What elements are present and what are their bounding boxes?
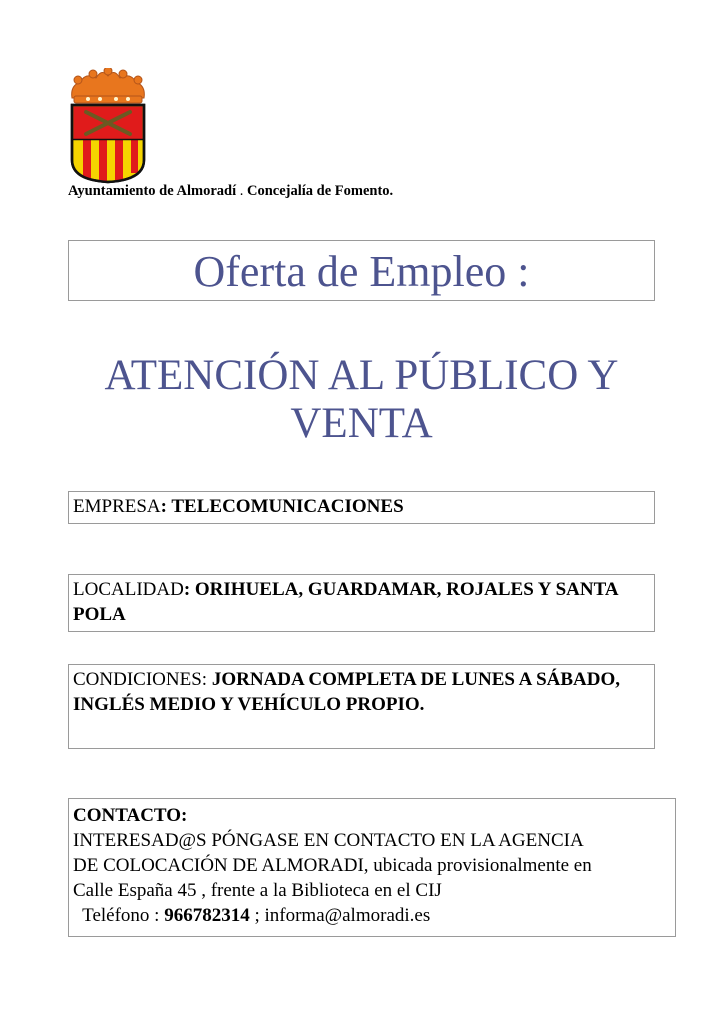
empresa-label: EMPRESA <box>73 496 161 517</box>
contact-box <box>68 798 676 937</box>
headline-line-2: VENTA <box>290 400 433 447</box>
phone-label: Teléfono : <box>82 905 165 926</box>
contact-line-2: DE COLOCACIÓN DE ALMORADI, ubicada provisionalmente en <box>73 855 592 876</box>
title-box <box>68 240 655 301</box>
organization-name: Ayuntamiento de Almoradí <box>68 183 237 199</box>
contact-line-1: INTERESAD@S PÓNGASE EN CONTACTO EN LA AGENCIA <box>73 830 584 851</box>
condiciones-label: CONDICIONES: <box>73 669 212 690</box>
localidad-label: LOCALIDAD <box>73 579 184 600</box>
header-organization-line <box>68 183 393 200</box>
condiciones-value: JORNADA COMPLETA DE LUNES A SÁBADO, INGLÉS MEDIO Y VEHÍCULO PROPIO. <box>73 669 621 715</box>
coat-of-arms-icon <box>66 68 150 184</box>
condiciones-box <box>68 664 655 749</box>
headline-line-1: ATENCIÓN AL PÚBLICO Y <box>104 352 619 399</box>
email-separator: ; <box>249 905 265 926</box>
localidad-value: : ORIHUELA, GUARDAMAR, ROJALES Y SANTA POLA <box>73 579 618 625</box>
contact-line-3: Calle España 45 , frente a la Biblioteca en el CIJ <box>73 880 442 901</box>
contact-heading: CONTACTO: <box>73 805 188 826</box>
contact-phone-line <box>73 903 671 928</box>
header-separator: . <box>239 183 244 199</box>
phone-number: 966782314 <box>164 905 250 926</box>
email-address: informa@almoradi.es <box>264 905 431 926</box>
empresa-value: : TELECOMUNICACIONES <box>160 496 404 517</box>
page-title: Oferta de Empleo : <box>193 247 530 296</box>
empresa-box <box>68 491 655 524</box>
localidad-box <box>68 574 655 632</box>
job-headline <box>68 352 655 448</box>
department-name: Concejalía de Fomento. <box>246 183 394 199</box>
